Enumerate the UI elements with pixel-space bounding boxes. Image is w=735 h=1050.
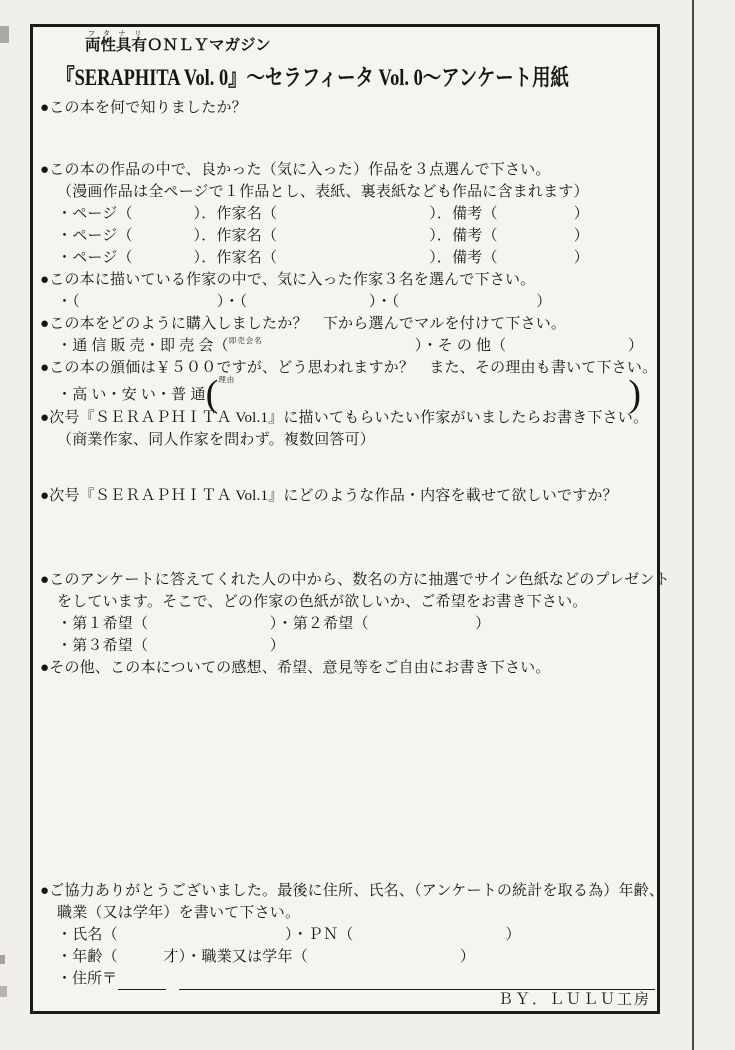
furigana-ruby bbox=[85, 29, 148, 54]
page-title: 『SERAPHITA Vol. 0』～セラフィータ Vol. 0～アンケート用紙 bbox=[56, 65, 569, 90]
event-name-superscript: 即売会名 bbox=[228, 336, 263, 345]
purchase-options-rest: ）・そ の 他（ ） bbox=[262, 338, 644, 354]
question-best-works: ●この本の作品の中で、良かった（気に入った）作品を３点選んで下さい。 bbox=[40, 162, 551, 178]
magazine-type-label bbox=[33, 29, 657, 59]
best-work-row-3: ・ページ（ ）．作家名（ ）．備考（ ） bbox=[57, 250, 589, 266]
wish-row-2: ・第３希望（ ） bbox=[57, 638, 286, 654]
survey-form bbox=[30, 24, 670, 1014]
question-favorite-artists: ●この本に描いている作家の中で、気に入った作家３名を選んで下さい。 bbox=[40, 272, 536, 288]
scan-artifact bbox=[0, 986, 7, 997]
thanks-line-1: ●ご協力ありがとうございました。最後に住所、氏名、（アンケートの統計を取る為）年齢、 bbox=[40, 883, 665, 899]
address-label: ・住所〒 bbox=[57, 971, 118, 987]
answer-space bbox=[33, 119, 657, 159]
answer-space bbox=[33, 507, 657, 569]
question-purchase-method: ●この本をどのように購入しましたか？ 下から選んでマルを付けて下さい。 bbox=[40, 316, 567, 332]
reason-superscript: 理由 bbox=[218, 375, 236, 384]
big-paren-close: ) bbox=[628, 373, 641, 415]
address-row bbox=[33, 968, 657, 990]
free-comment-space bbox=[33, 679, 657, 880]
postal-code-underline bbox=[118, 972, 166, 990]
scan-artifact bbox=[0, 26, 9, 43]
answer-space bbox=[33, 451, 657, 485]
magazine-type-suffix: ＯＮＬＹマガジン bbox=[147, 37, 271, 54]
question-how-known: ●この本を何で知りましたか？ bbox=[40, 100, 247, 116]
best-work-row-2: ・ページ（ ）．作家名（ ）．備考（ ） bbox=[57, 228, 589, 244]
address-underline bbox=[179, 972, 655, 990]
question-present-lottery-2: をしています。そこで、どの作家の色紙が欲しいか、ご希望をお書き下さい。 bbox=[57, 594, 588, 610]
purchase-options-pre: ・通 信 販 売・即 売 会（ bbox=[57, 338, 229, 354]
favorite-artists-row: ・（ ）・（ ）・（ ） bbox=[57, 294, 552, 310]
scan-artifact bbox=[0, 955, 5, 964]
wish-row-1: ・第１希望（ ）・第２希望（ ） bbox=[57, 616, 491, 632]
question-best-works-note: （漫画作品は全ページで１作品とし、表紙、裏表紙なども作品に含まれます） bbox=[57, 184, 589, 200]
scan-page-edge-line bbox=[692, 0, 694, 1050]
credit-byline: ＢＹ．ＬＵＬＵ工房 bbox=[497, 992, 651, 1008]
thanks-line-2: 職業（又は学年）を書いて下さい。 bbox=[57, 905, 301, 921]
question-next-issue-artists: ●次号『ＳＥＲＡＰＨＩＴＡ Vol.1』に描いてもらいたい作家がいましたらお書き下さい。 bbox=[40, 410, 649, 426]
price-options: ・高 い・安 い・普 通 bbox=[57, 386, 206, 403]
price-opinion-row bbox=[33, 373, 657, 415]
furigana-text: フタナリ bbox=[85, 29, 148, 38]
name-pn-row: ・氏名（ ）・ＰＮ（ ） bbox=[57, 927, 521, 943]
question-present-lottery-1: ●このアンケートに答えてくれた人の中から、数名の方に抽選でサイン色紙などのプレゼント bbox=[40, 572, 670, 588]
question-price-opinion: ●この本の頒価は￥５００ですが、どう思われますか？ また、その理由も書いて下さい。 bbox=[40, 360, 658, 376]
next-issue-artists-note: （商業作家、同人作家を問わず。複数回答可） bbox=[57, 432, 376, 448]
big-paren-open: ( bbox=[205, 373, 219, 415]
best-work-row-1: ・ページ（ ）．作家名（ ）．備考（ ） bbox=[57, 206, 589, 222]
purchase-method-row bbox=[33, 335, 657, 357]
magazine-type-base: 両性具有 bbox=[85, 37, 148, 54]
question-free-comments: ●その他、この本についての感想、希望、意見等をご自由にお書き下さい。 bbox=[40, 660, 551, 676]
age-occupation-row: ・年齢（ 才）・職業又は学年（ ） bbox=[57, 949, 476, 965]
question-next-issue-content: ●次号『ＳＥＲＡＰＨＩＴＡ Vol.1』にどのような作品・内容を載せて欲しいですか？ bbox=[40, 488, 618, 504]
